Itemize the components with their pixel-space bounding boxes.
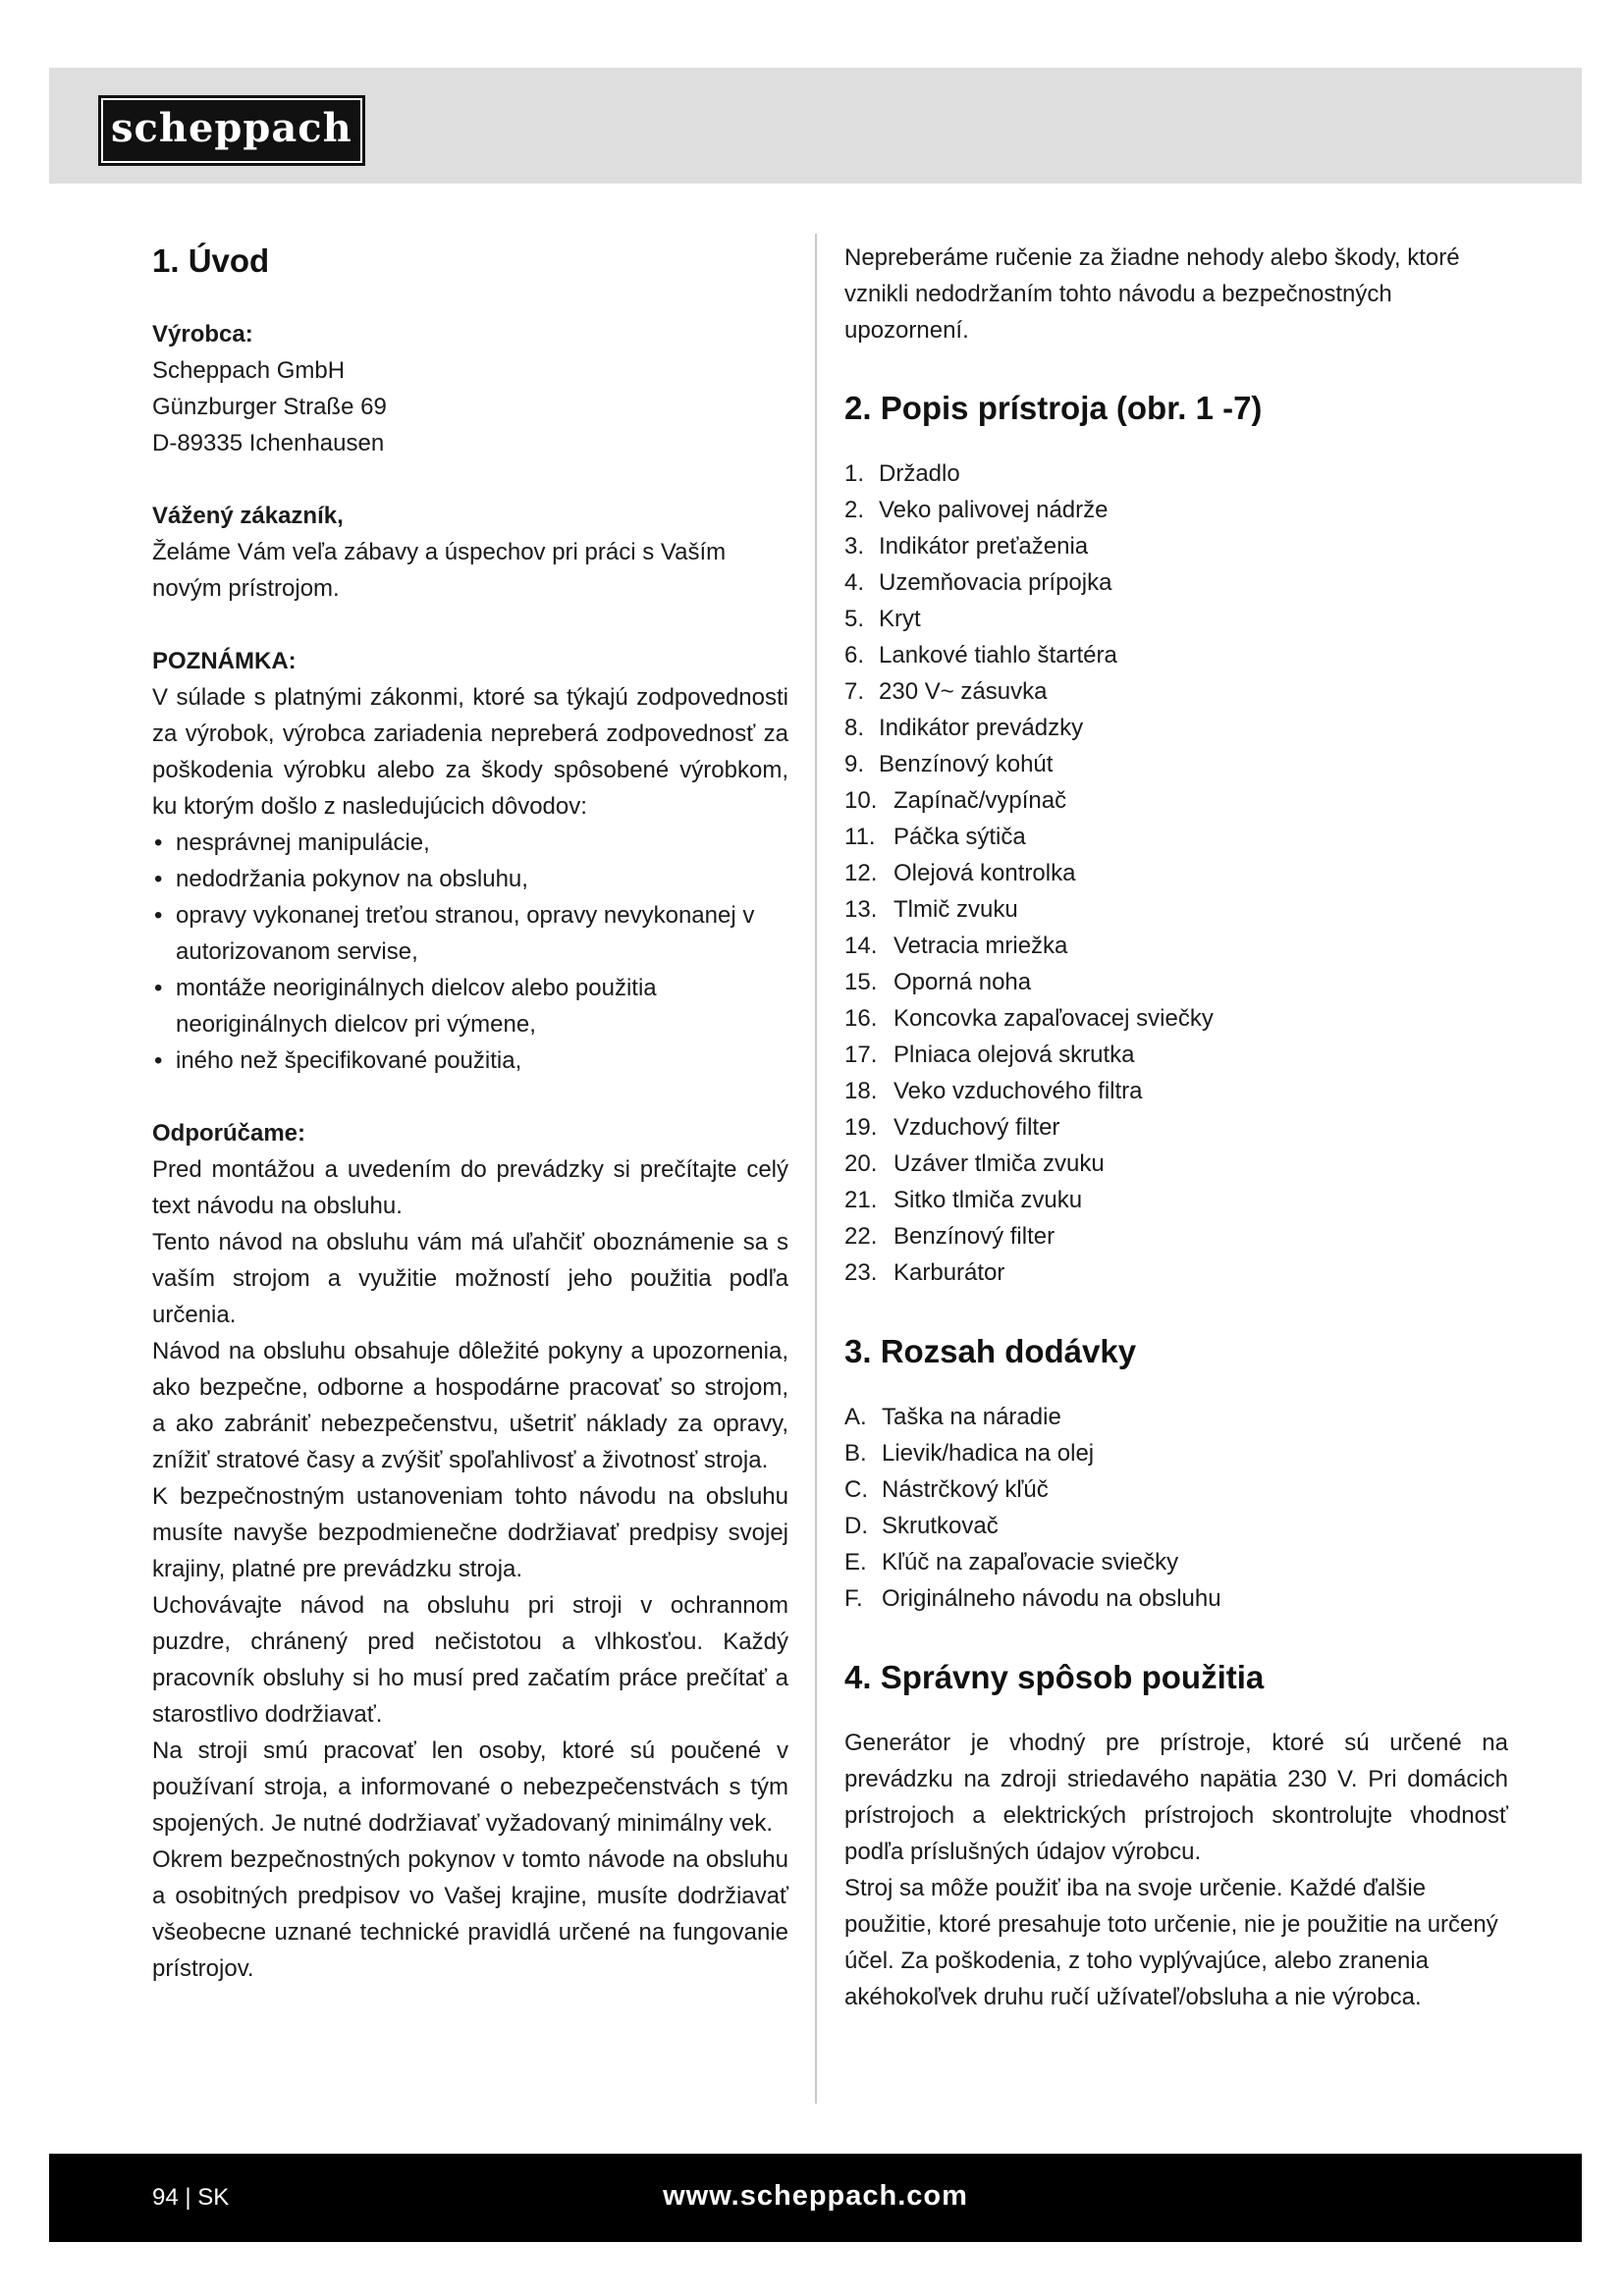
list-item-number: 16. xyxy=(844,1005,878,1032)
customer-text: Želáme Vám veľa zábavy a úspechov pri práci s Vaším novým prístrojom. xyxy=(152,539,727,602)
list-item xyxy=(844,564,1508,601)
list-item xyxy=(844,1471,1508,1508)
list-item-label: Veko palivovej nádrže xyxy=(879,497,1109,523)
list-item-label: Uzáver tlmiča zvuku xyxy=(893,1150,1105,1177)
footer-band xyxy=(49,2154,1582,2242)
recommend-paragraph: Okrem bezpečnostných pokynov v tomto návode na obsluhu a osobitných predpisov vo Vašej krajine, musíte dodržiavať všeobecne uznané technické pravidlá určené na fungovanie prístrojov. xyxy=(152,1846,788,1982)
list-item-label: Vetracia mriežka xyxy=(893,933,1068,959)
list-item-label: Oporná noha xyxy=(893,969,1032,995)
list-item xyxy=(844,746,1508,782)
list-item xyxy=(844,1580,1508,1617)
list-item xyxy=(844,928,1508,964)
list-item-number: 12. xyxy=(844,860,878,886)
list-item xyxy=(844,782,1508,819)
list-item xyxy=(844,1435,1508,1471)
list-item-label: Indikátor prevádzky xyxy=(879,715,1084,741)
list-item-label: Nástrčkový kľúč xyxy=(882,1476,1049,1503)
list-item xyxy=(844,1508,1508,1544)
list-item-label: Skrutkovač xyxy=(882,1513,999,1539)
manufacturer-line: D-89335 Ichenhausen xyxy=(152,430,385,456)
recommend-paragraph: Tento návod na obsluhu vám má uľahčiť oboznámenie sa s vaším strojom a využitie možností jeho použitia podľa určenia. xyxy=(152,1229,788,1328)
list-item-number: E. xyxy=(844,1549,867,1575)
list-item-number: 22. xyxy=(844,1223,878,1250)
recommend-label: Odporúčame: xyxy=(152,1120,306,1147)
list-item-number: 14. xyxy=(844,933,878,959)
list-item xyxy=(844,964,1508,1000)
section-4-title: 4. Správny spôsob použitia xyxy=(844,1659,1265,1695)
list-item-number: D. xyxy=(844,1513,868,1539)
list-item-label: Benzínový filter xyxy=(893,1223,1056,1250)
list-item-number: 1. xyxy=(844,460,865,487)
list-item-number: 8. xyxy=(844,715,865,741)
usage-paragraph: Stroj sa môže použiť iba na svoje určenie. Každé ďalšie použitie, ktoré presahuje toto určenie, nie je použitie na určený účel. Za poškodenia, z toho vyplývajúce, alebo zranenia akéhokoľvek druhu ručí užívateľ/obsluha a nie výrobca. xyxy=(844,1875,1498,2010)
list-item xyxy=(844,891,1508,928)
list-item-label: Olejová kontrolka xyxy=(893,860,1076,886)
recommend-paragraph: Návod na obsluhu obsahuje dôležité pokyny a upozornenia, ako bezpečne, odborne a hospodárne pracovať so strojom, a ako zabrániť nebezpečenstvu, ušetriť náklady za opravy, znížiť stratové časy a zvýšiť spoľahlivosť a životnosť stroja. xyxy=(152,1338,788,1473)
list-item: • iného než špecifikované použitia, xyxy=(152,1042,788,1079)
list-item-number: 17. xyxy=(844,1041,878,1068)
list-item-number: 3. xyxy=(844,533,865,560)
recommend-paragraph: Na stroji smú pracovať len osoby, ktoré sú poučené v používaní stroja, a informované o nebezpečenstvách s tým spojených. Je nutné dodržiavať vyžadovaný minimálny vek. xyxy=(152,1737,788,1837)
list-item-number: F. xyxy=(844,1585,863,1612)
list-item xyxy=(844,819,1508,855)
list-item-label: Lankové tiahlo štartéra xyxy=(879,642,1117,668)
list-item: • nesprávnej manipulácie, xyxy=(152,825,788,861)
list-item: • opravy vykonanej treťou stranou, opravy nevykonanej v autorizovanom servise, xyxy=(152,897,788,970)
list-item-number: 4. xyxy=(844,569,865,596)
usage-paragraph: Generátor je vhodný pre prístroje, ktoré sú určené na prevádzku na zdroji striedavého napätia 230 V. Pri domácich prístrojoch a elektrických prístrojoch skontrolujte vhodnosť podľa príslušných údajov výrobcu. xyxy=(844,1730,1508,1865)
list-item xyxy=(844,1000,1508,1037)
list-item-label: Taška na náradie xyxy=(882,1404,1061,1430)
list-item-number: 11. xyxy=(844,824,876,850)
section-1-title: 1. Úvod xyxy=(152,242,270,279)
liability-text: Nepreberáme ručenie za žiadne nehody alebo škody, ktoré vznikli nedodržaním tohto návodu a bezpečnostných upozornení. xyxy=(844,244,1460,344)
list-item xyxy=(844,710,1508,746)
list-item xyxy=(844,601,1508,637)
list-item xyxy=(844,1109,1508,1146)
list-item-label: Kryt xyxy=(879,606,921,632)
list-item-number: 18. xyxy=(844,1078,878,1104)
manufacturer-line: Scheppach GmbH xyxy=(152,357,346,384)
list-item-number: 15. xyxy=(844,969,878,995)
list-item-label: 230 V~ zásuvka xyxy=(879,678,1048,705)
website-link[interactable]: www.scheppach.com xyxy=(663,2180,968,2212)
list-item-label: Benzínový kohút xyxy=(879,751,1054,777)
list-item xyxy=(844,1399,1508,1435)
customer-label: Vážený zákazník, xyxy=(152,503,344,529)
list-item-number: B. xyxy=(844,1440,867,1467)
list-item xyxy=(844,637,1508,673)
delivery-list xyxy=(844,1399,1508,1617)
list-item-label: Zapínač/vypínač xyxy=(893,787,1067,814)
list-item-number: 9. xyxy=(844,751,865,777)
list-item xyxy=(844,673,1508,710)
section-2-title: 2. Popis prístroja (obr. 1 -7) xyxy=(844,390,1263,426)
list-item xyxy=(844,1255,1508,1291)
list-item-number: 21. xyxy=(844,1187,878,1213)
list-item-label: Karburátor xyxy=(893,1259,1005,1286)
parts-list xyxy=(844,455,1508,1291)
recommend-paragraph: K bezpečnostným ustanoveniam tohto návodu na obsluhu musíte navyše bezpodmienečne dodržiavať predpisy svojej krajiny, platné pre prevádzku stroja. xyxy=(152,1483,788,1582)
recommend-paragraph: Uchovávajte návod na obsluhu pri stroji v ochrannom puzdre, chránený pred nečistotou a vlhkosťou. Každý pracovník obsluhy si ho musí pred začatím práce prečítať a starostlivo dodržiavať. xyxy=(152,1592,788,1728)
recommend-paragraph: Pred montážou a uvedením do prevádzky si prečítajte celý text návodu na obsluhu. xyxy=(152,1156,788,1219)
list-item xyxy=(844,1037,1508,1073)
list-item xyxy=(844,1218,1508,1255)
list-item-number: 6. xyxy=(844,642,865,668)
list-item-label: Originálneho návodu na obsluhu xyxy=(882,1585,1221,1612)
list-item-label: Kľúč na zapaľovacie sviečky xyxy=(882,1549,1179,1575)
manufacturer-label: Výrobca: xyxy=(152,321,253,347)
header-band xyxy=(49,68,1582,184)
list-item xyxy=(844,1182,1508,1218)
list-item xyxy=(844,528,1508,564)
list-item-label: Plniaca olejová skrutka xyxy=(893,1041,1135,1068)
list-item xyxy=(844,1073,1508,1109)
list-item-number: A. xyxy=(844,1404,867,1430)
note-text: V súlade s platnými zákonmi, ktoré sa týkajú zodpovednosti za výrobok, výrobca zariadenia nepreberá zodpovednosť za poškodenia výrobku alebo za škody spôsobené výrobkom, ku ktorým došlo z nasledujúcich dôvodov: xyxy=(152,684,788,820)
list-item xyxy=(844,455,1508,492)
list-item-number: 19. xyxy=(844,1114,878,1141)
list-item: • montáže neoriginálnych dielcov alebo použitia neoriginálnych dielcov pri výmene, xyxy=(152,970,788,1042)
list-item-number: 7. xyxy=(844,678,865,705)
list-item-number: 23. xyxy=(844,1259,878,1286)
list-item-label: Indikátor preťaženia xyxy=(879,533,1089,560)
manufacturer-line: Günzburger Straße 69 xyxy=(152,394,387,420)
note-bullet-list xyxy=(152,825,788,1079)
note-label: POZNÁMKA: xyxy=(152,648,297,674)
list-item xyxy=(844,1544,1508,1580)
list-item-label: Uzemňovacia prípojka xyxy=(879,569,1112,596)
list-item-number: 20. xyxy=(844,1150,878,1177)
list-item-number: 2. xyxy=(844,497,865,523)
list-item-label: Páčka sýtiča xyxy=(893,824,1026,850)
list-item-label: Veko vzduchového filtra xyxy=(893,1078,1143,1104)
list-item xyxy=(844,1146,1508,1182)
list-item-label: Držadlo xyxy=(879,460,960,487)
page-number: 94 | SK xyxy=(152,2184,230,2211)
list-item-label: Tlmič zvuku xyxy=(893,896,1018,923)
list-item-label: Koncovka zapaľovacej sviečky xyxy=(893,1005,1214,1032)
list-item xyxy=(844,492,1508,528)
list-item xyxy=(844,855,1508,891)
scheppach-logo: scheppach xyxy=(98,95,365,166)
column-divider xyxy=(815,234,817,2104)
list-item-number: 13. xyxy=(844,896,878,923)
list-item-label: Sitko tlmiča zvuku xyxy=(893,1187,1083,1213)
section-3-title: 3. Rozsah dodávky xyxy=(844,1333,1137,1369)
right-column xyxy=(844,240,1508,2015)
left-column xyxy=(152,240,788,1987)
list-item: • nedodržania pokynov na obsluhu, xyxy=(152,861,788,897)
list-item-label: Vzduchový filter xyxy=(893,1114,1060,1141)
list-item-number: 5. xyxy=(844,606,865,632)
list-item-number: 10. xyxy=(844,787,878,814)
list-item-label: Lievik/hadica na olej xyxy=(882,1440,1095,1467)
list-item-number: C. xyxy=(844,1476,868,1503)
